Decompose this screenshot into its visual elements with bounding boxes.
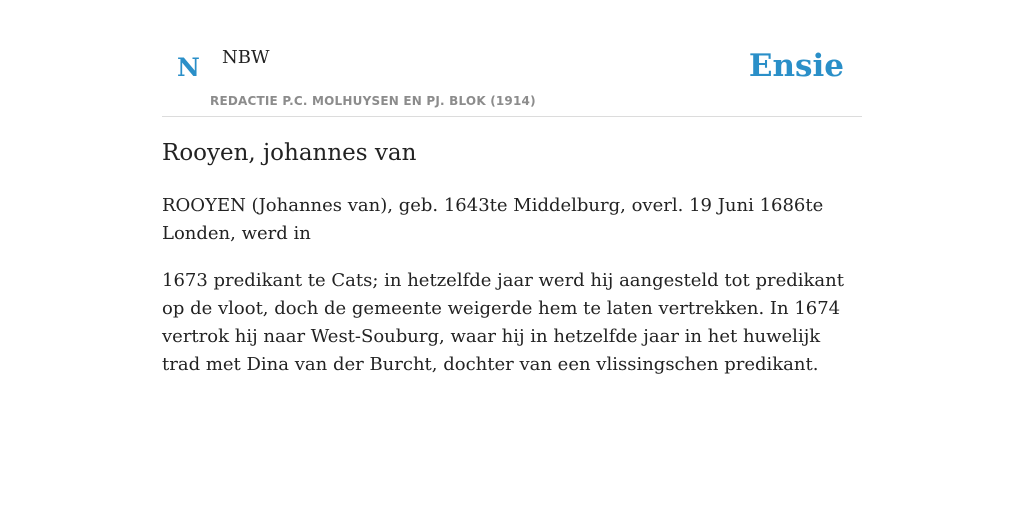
entry-paragraph: 1673 predikant te Cats; in hetzelfde jaar werd hij aangesteld tot predikant op de vloot, doch de gemeente weigerde hem te laten vertrekken. In 1674 vertrok hij naar West-Souburg, waar hij in hetzelfde jaar in het huwelijk trad met Dina van der Burcht, dochter van een vlissingschen predikant. <box>162 270 844 375</box>
source-subtitle: REDACTIE P.C. MOLHUYSEN EN PJ. BLOK (1914) <box>210 94 536 108</box>
source-name[interactable]: NBW <box>222 47 270 68</box>
source-header <box>162 0 862 117</box>
source-logo-icon: N <box>177 53 200 82</box>
brand-logo[interactable]: Ensie <box>748 48 844 84</box>
entry-paragraph: ROOYEN (Johannes van), geb. 1643te Middelburg, overl. 19 Juni 1686te Londen, werd in <box>162 195 824 244</box>
entry-body <box>162 192 862 398</box>
entry-title: Rooyen, johannes van <box>162 140 417 166</box>
